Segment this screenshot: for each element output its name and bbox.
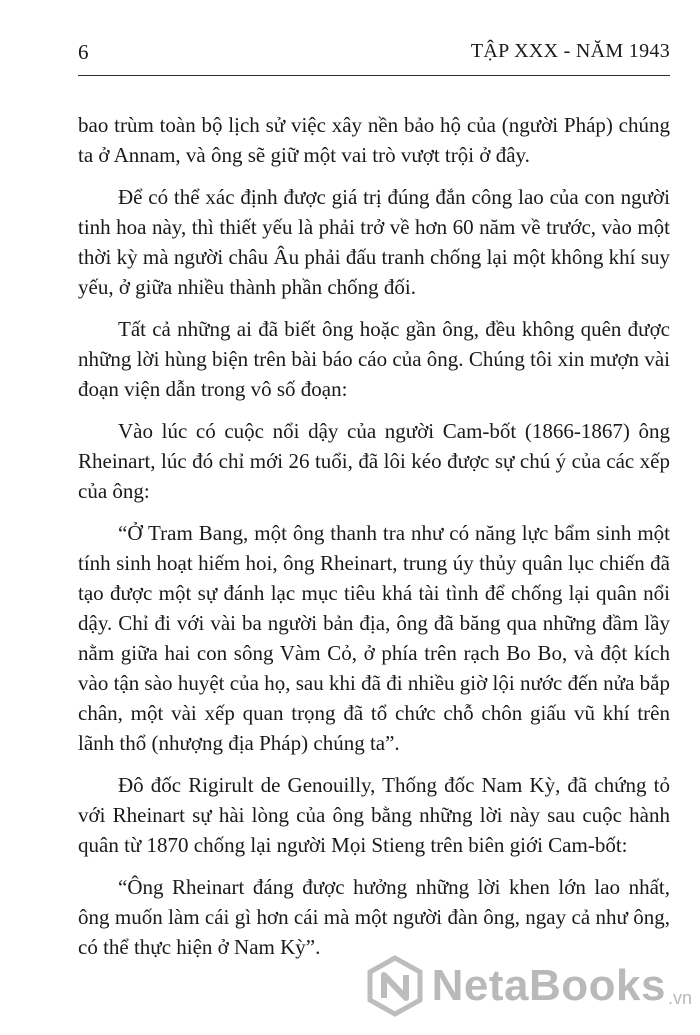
paragraph-1: bao trùm toàn bộ lịch sử việc xây nền bảo hộ của (người Pháp) chúng ta ở Annam, và ông sẽ giữ một vai trò vượt trội ở đây. — [78, 113, 670, 167]
paragraph-5: Đô đốc Rigirult de Genouilly, Thống đốc Nam Kỳ, đã chứng tỏ với Rheinart sự hài lòng của ông bằng những lời này sau cuộc hành quân từ 1870 chống lại người Mọi Stieng trên biên giới Cam-bốt: — [78, 773, 670, 857]
header-rule — [78, 75, 670, 76]
watermark-suffix: .vn — [667, 988, 692, 1008]
watermark-brand: NetaBooks — [431, 961, 666, 1010]
n-hexagon-logo-icon — [364, 955, 426, 1017]
quote-paragraph-1: “Ở Tram Bang, một ông thanh tra như có năng lực bẩm sinh một tính sinh hoạt hiếm hoi, ông Rheinart, trung úy thủy quân lục chiến đã tạo được một sự đánh lạc mục tiêu khá tài tình để chống lại quân nổi dậy. Chỉ đi với vài ba người bản địa, ông đã băng qua những đầm lầy nằm giữa hai con sông Vàm Cỏ, ở phía trên rạch Bo Bo, và đột kích vào tận sào huyệt của họ, sau khi đã đi nhiều giờ lội nước đến nửa bắp chân, một vài xếp quan trọng đã tổ chức chỗ chôn giấu vũ khí trên lãnh thổ (nhượng địa Pháp) chúng ta”. — [78, 521, 670, 755]
paragraph-3: Tất cả những ai đã biết ông hoặc gần ông, đều không quên được những lời hùng biện trên bài báo cáo của ông. Chúng tôi xin mượn vài đoạn viện dẫn trong vô số đoạn: — [78, 317, 670, 401]
paragraph-4: Vào lúc có cuộc nổi dậy của người Cam-bốt (1866-1867) ông Rheinart, lúc đó chỉ mới 26 tuổi, đã lôi kéo được sự chú ý của các xếp của ông: — [78, 419, 670, 503]
running-head: TẬP XXX - NĂM 1943 — [470, 40, 670, 62]
paragraph-2: Để có thể xác định được giá trị đúng đắn công lao của con người tinh hoa này, thì thiết yếu là phải trở về hơn 60 năm về trước, vào một thời kỳ mà người châu Âu phải đấu tranh chống lại một không khí suy yếu, ở giữa nhiều thành phần chống đối. — [78, 185, 670, 299]
quote-paragraph-2: “Ông Rheinart đáng được hưởng những lời khen lớn lao nhất, ông muốn làm cái gì hơn cái mà một người đàn ông, ngay cả như ông, có thể thực hiện ở Nam Kỳ”. — [78, 875, 670, 959]
watermark — [364, 955, 692, 1017]
body-text — [78, 110, 670, 974]
page-header — [78, 40, 670, 74]
page-number: 6 — [78, 40, 89, 64]
